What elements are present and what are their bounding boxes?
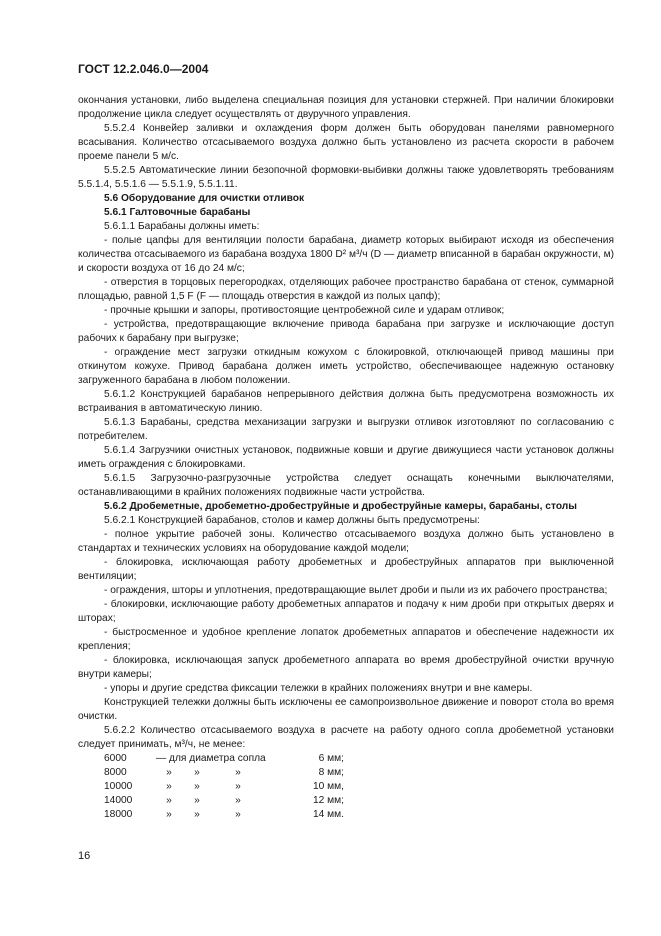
ditto-mark: » <box>166 795 172 806</box>
list-item: - отверстия в торцовых перегородках, отделяющих рабочее пространство барабана от стенок, суммарной площадью, равной 1,5 F (F — площадь отверстия в каждой из полых цапф); <box>78 277 614 302</box>
ditto-mark: » <box>166 767 172 778</box>
paragraph: 5.5.2.5 Автоматические линии безопочной формовки-выбивки должны также удовлетворять требованиям 5.5.1.4, 5.5.1.6 — 5.5.1.9, 5.5.1.11. <box>78 165 614 190</box>
list-item: - устройства, предотвращающие включение привода барабана при загрузке и исключающие доступ рабочих к барабану при выгрузке; <box>78 319 614 344</box>
ditto-mark: » <box>194 809 200 820</box>
table-row <box>104 808 614 822</box>
paragraph: 5.6.1.2 Конструкцией барабанов непрерывного действия должна быть предусмотрена возможность их встраивания в автоматическую линию. <box>78 389 614 414</box>
table-cell-diameter: 8 мм; <box>318 767 344 778</box>
table-cell-amount: 18000 <box>104 809 133 820</box>
table-row <box>104 752 614 766</box>
table-cell-amount: 8000 <box>104 767 127 778</box>
table-cell-diameter: 6 мм; <box>318 753 344 764</box>
table-row <box>104 794 614 808</box>
table-cell-diameter: 10 мм, <box>312 781 344 792</box>
subsection-heading: 5.6.2 Дробеметные, дробеметно-дробеструйные и дробеструйные камеры, барабаны, столы <box>104 501 577 512</box>
document-body <box>78 94 614 822</box>
table-cell-amount: 10000 <box>104 781 133 792</box>
paragraph: 5.6.1.1 Барабаны должны иметь: <box>104 221 260 232</box>
table-cell-description: — для диаметра сопла <box>156 753 266 764</box>
document-header: ГОСТ 12.2.046.0—2004 <box>78 62 209 76</box>
ditto-mark: » <box>194 795 200 806</box>
paragraph: 5.6.2.1 Конструкцией барабанов, столов и камер должны быть предусмотрены: <box>104 515 480 526</box>
table-cell-amount: 6000 <box>104 753 127 764</box>
list-item: - блокировка, исключающая запуск дробеметного аппарата во время дробеструйной очистки вручную внутри камеры; <box>78 655 614 680</box>
list-item: - полное укрытие рабочей зоны. Количество отсасываемого воздуха должно быть установлено в стандартах и технических условиях на оборудование каждой модели; <box>78 529 614 554</box>
table-row <box>104 780 614 794</box>
ditto-mark: » <box>166 809 172 820</box>
ditto-mark: » <box>194 781 200 792</box>
airflow-table <box>78 752 614 822</box>
table-cell-diameter: 14 мм. <box>312 809 344 820</box>
list-item: - ограждение мест загрузки откидным кожухом с блокировкой, отключающей привод машины при откинутом кожухе. Привод барабана должен иметь устройство, обеспечивающее надежную остановку загруженного барабана в любом положении. <box>78 347 614 386</box>
ditto-mark: » <box>235 781 241 792</box>
table-row <box>104 766 614 780</box>
list-item: - ограждения, шторы и уплотнения, предотвращающие вылет дроби и пыли из их рабочего пространства; <box>104 585 608 596</box>
ditto-mark: » <box>166 781 172 792</box>
table-cell-amount: 14000 <box>104 795 133 806</box>
paragraph: 5.5.2.4 Конвейер заливки и охлаждения форм должен быть оборудован панелями равномерного всасывания. Количество отсасываемого воздуха должно быть установлено из расчета скорости в рабочем проеме панели 5 м/с. <box>78 123 614 162</box>
ditto-mark: » <box>194 767 200 778</box>
ditto-mark: » <box>235 767 241 778</box>
list-item: - прочные крышки и запоры, противостоящие центробежной силе и ударам отливок; <box>104 305 505 316</box>
paragraph: 5.6.1.4 Загрузчики очистных установок, подвижные ковши и другие движущиеся части установок должны иметь ограждения с блокировками. <box>78 445 614 470</box>
ditto-mark: » <box>235 809 241 820</box>
list-item: - полые цапфы для вентиляции полости барабана, диаметр которых выбирают исходя из обеспечения количества отсасываемого из барабана воздуха 1800 D² м³/ч (D — диаметр вписанной в барабан окружности, м) и скорости воздуха от 16 до 24 м/с; <box>78 235 614 274</box>
paragraph: Конструкцией тележки должны быть исключены ее самопроизвольное движение и поворот стола во время очистки. <box>78 697 614 722</box>
subsection-heading: 5.6.1 Галтовочные барабаны <box>104 207 251 218</box>
table-cell-diameter: 12 мм; <box>312 795 344 806</box>
list-item: - быстросменное и удобное крепление лопаток дробеметных аппаратов и обеспечение надежности их крепления; <box>78 627 614 652</box>
section-heading: 5.6 Оборудование для очистки отливок <box>104 193 305 204</box>
page-number: 16 <box>78 850 91 862</box>
list-item: - блокировка, исключающая работу дробеметных и дробеструйных аппаратов при выключенной вентиляции; <box>78 557 614 582</box>
list-item: - блокировки, исключающие работу дробеметных аппаратов и подачу к ним дроби при открытых дверях и шторах; <box>78 599 614 624</box>
paragraph: 5.6.1.3 Барабаны, средства механизации загрузки и выгрузки отливок изготовляют по согласованию с потребителем. <box>78 417 614 442</box>
ditto-mark: » <box>235 795 241 806</box>
paragraph: 5.6.2.2 Количество отсасываемого воздуха в расчете на работу одного сопла дробеметной установки следует принимать, м³/ч, не менее: <box>78 725 614 750</box>
paragraph: окончания установки, либо выделена специальная позиция для установки стержней. При наличии блокировки продолжение цикла следует осуществлять от двуручного управления. <box>78 95 614 120</box>
list-item: - упоры и другие средства фиксации тележки в крайних положениях внутри и вне камеры. <box>104 683 533 694</box>
paragraph: 5.6.1.5 Загрузочно-разгрузочные устройства следует оснащать конечными выключателями, останавливающими в крайних положениях подвижные части устройства. <box>78 473 614 498</box>
